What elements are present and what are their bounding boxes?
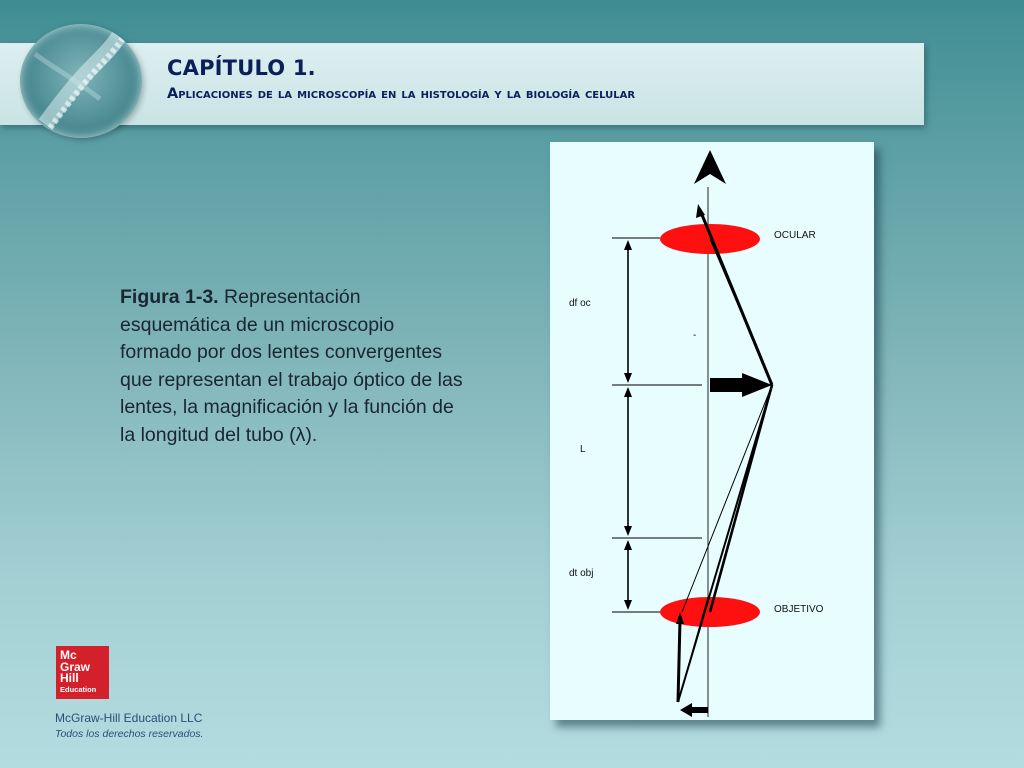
- dim-arrow-icon: [624, 387, 632, 397]
- figure-caption-text: Representación esquemática de un microscopio formado por dos lentes convergentes que representan el trabajo óptico de las lentes, la magnificación y la función de la longitud del tubo (λ).: [120, 286, 463, 446]
- dim-arrow-icon: [624, 240, 632, 250]
- rights-notice: Todos los derechos reservados.: [55, 728, 204, 740]
- dim-arrow-icon: [624, 373, 632, 383]
- figure-caption: [120, 284, 470, 449]
- label-dt-obj: dt obj: [569, 568, 594, 579]
- logo-line2: Graw: [60, 659, 91, 674]
- logo-line4: Education: [60, 684, 97, 694]
- intermediate-image-arrow: [710, 373, 772, 397]
- label-df-oc: df oc: [569, 298, 591, 309]
- chapter-subtitle: Aplicaciones de la microscopía en la histología y la biología celular: [167, 86, 636, 102]
- chromosome-icon: [20, 24, 142, 138]
- company-name: McGraw-Hill Education LLC: [55, 711, 203, 725]
- dim-arrow-icon: [624, 540, 632, 550]
- object-arrow: [680, 703, 708, 717]
- figure-label: Figura 1-3.: [120, 286, 219, 308]
- microscope-diagram: [550, 142, 874, 720]
- dim-arrow-icon: [624, 600, 632, 610]
- chapter-emblem: [20, 24, 142, 138]
- top-arrowhead-icon: [694, 150, 726, 184]
- dim-arrow-icon: [624, 526, 632, 536]
- label-objetivo: OBJETIVO: [774, 604, 824, 615]
- ray-thin-upper: [710, 239, 772, 385]
- ray-thin-lower: [682, 385, 772, 612]
- label-L: L: [580, 444, 586, 455]
- object-arrow-shaft: [678, 620, 680, 702]
- label-dash: -: [693, 330, 697, 341]
- label-ocular: OCULAR: [774, 230, 816, 241]
- logo-line1: Mc: [60, 648, 77, 662]
- mcgraw-hill-logo: [56, 646, 109, 699]
- chapter-title: CAPÍTULO 1.: [167, 56, 316, 80]
- logo-line3: Hill: [60, 671, 79, 685]
- optical-diagram-svg: [550, 142, 874, 720]
